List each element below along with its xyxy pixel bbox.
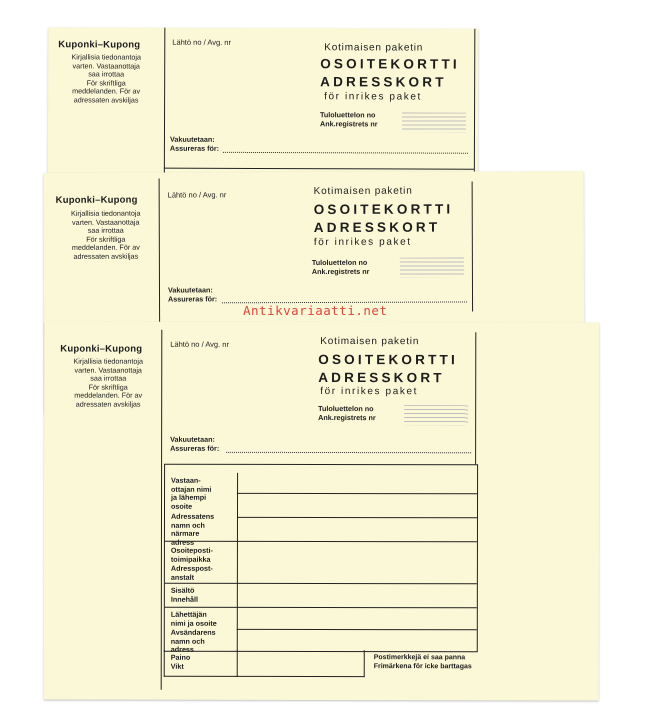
insurance-label: Vakuutetaan: Assureras för: — [169, 134, 220, 153]
coupon-perforation — [161, 330, 163, 690]
registry-label: Tuloluettelon no Ank.registrets nr — [318, 403, 376, 422]
card-title-osoitekortti: OSOITEKORTTI — [313, 201, 454, 218]
address-card-3 — [44, 322, 600, 701]
recipient-label-sv: Adressatens namn och närmare adress — [170, 511, 215, 547]
recipient-line-2 — [237, 517, 477, 518]
recipient-line-1 — [237, 493, 477, 494]
weight-cell — [164, 650, 238, 677]
card-title-osoitekortti: OSOITEKORTTI — [318, 351, 458, 368]
registry-number-field — [402, 112, 466, 132]
coupon-title: Kuponki–Kupong — [60, 343, 143, 355]
right-border — [475, 332, 476, 464]
form-column-divider — [237, 473, 238, 651]
coupon-text: Kirjallisia tiedonantoja varten. Vastaanottaja saa irrottaa För skriftliga meddelanden. För av adressaten avskiljas — [70, 208, 141, 261]
row-divider-3 — [165, 607, 477, 609]
card-title-line-4: för inrikes paket — [324, 91, 422, 103]
insurance-label: Vakuutetaan: Assureras för: — [167, 285, 218, 304]
registry-number-field — [400, 257, 464, 277]
form-top-border — [164, 168, 474, 170]
weight-label: Paino Vikt — [170, 652, 191, 671]
coupon-text: Kirjallisia tiedonantoja varten. Vastaanottaja saa irrottaa För skriftliga meddelanden. För av adressaten avskiljas — [73, 356, 144, 409]
recipient-label-fi: Vastaan- ottajan nimi ja lähempi osoite — [171, 475, 212, 511]
coupon-text: Kirjallisia tiedonantoja varten. Vastaanottaja saa irrottaa För skriftliga meddelanden. För av adressaten avskiljas — [71, 52, 142, 105]
sender-label-fi: Lähettäjän nimi ja osoite — [170, 609, 217, 628]
insurance-line — [223, 152, 468, 154]
insurance-label: Vakuutetaan: Assureras för: — [170, 434, 220, 453]
sender-label-sv: Avsändarens namn och adress — [170, 627, 216, 654]
card-title-line-4: för inrikes paket — [320, 385, 419, 398]
row-divider-2 — [165, 583, 477, 585]
watermark-text: Antikvariaatti.net — [243, 303, 388, 318]
card-title-adresskort: ADRESSKORT — [320, 74, 447, 90]
registry-label: Tuloluettelon no Ank.registrets nr — [311, 257, 370, 276]
post-office-label-fi: Osoiteposti- toimipaikka — [170, 545, 213, 564]
card-title-line-4: för inrikes paket — [313, 236, 412, 249]
weight-value-cell — [236, 650, 365, 677]
card-title-line-1: Kotimaisen paketin — [320, 335, 420, 348]
insurance-line — [226, 452, 471, 453]
departure-label: Lähtö no / Avg. nr — [170, 339, 229, 349]
right-border — [474, 29, 476, 179]
contents-label: Sisältö Innehåll — [170, 585, 199, 604]
address-form — [164, 464, 478, 653]
right-border — [472, 181, 473, 311]
coupon-title: Kuponki–Kupong — [55, 194, 138, 206]
post-office-label-sv: Adresspost- anstalt — [170, 563, 213, 582]
card-title-line-1: Kotimaisen paketin — [324, 42, 424, 54]
registry-label: Tuloluettelon no Ank.registrets nr — [320, 110, 378, 128]
coupon-title: Kuponki–Kupong — [58, 39, 141, 51]
card-title-line-1: Kotimaisen paketin — [313, 185, 413, 198]
card-title-osoitekortti: OSOITEKORTTI — [320, 56, 460, 72]
sender-line-1 — [237, 629, 477, 630]
registry-number-field — [404, 405, 468, 425]
departure-label: Lähtö no / Avg. nr — [167, 190, 227, 200]
departure-label: Lähtö no / Avg. nr — [172, 37, 231, 47]
card-title-adresskort: ADRESSKORT — [313, 219, 441, 236]
card-title-adresskort: ADRESSKORT — [318, 369, 445, 386]
stamp-note: Postimerkkejä ei saa panna Frimärkena för icke barttagas — [373, 654, 472, 670]
